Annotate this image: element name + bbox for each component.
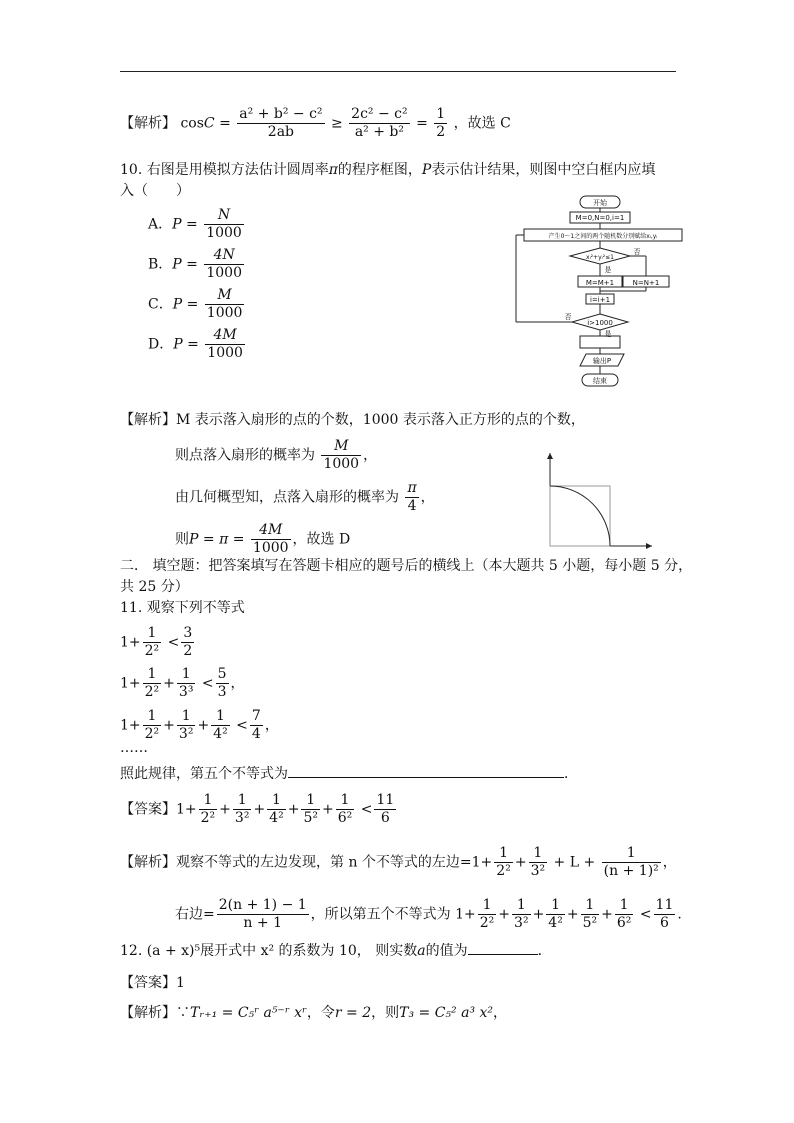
flow-loop-text: i>1000 bbox=[587, 319, 613, 327]
answer-label: 【答案】 bbox=[120, 801, 176, 818]
flow-blank-box bbox=[580, 336, 620, 348]
quarter-circle-figure bbox=[540, 450, 655, 550]
q10-option-b: B．P = $\frac{4N}{1000}$ bbox=[148, 247, 242, 281]
solution-label: 【解析】 bbox=[120, 115, 176, 132]
fraction: $\frac{1}{2}$ bbox=[436, 106, 446, 140]
q10-option-a: A．P = $\frac{N}{1000}$ bbox=[148, 207, 242, 241]
flowchart bbox=[510, 194, 690, 390]
q11-solution-line2: 右边= $\frac{2(n + 1) - 1}{n + 1}$ ，所以第五个不等式为 1+ $\frac{1}{\text{2²}}$ + $\frac{1}{\text{3²}}$ + $\frac{1}{\text{4²}}$ + $\frac{1}{\text{5²}}$ + $\frac{1}{\text{6²}}$ < $\frac{11}{6}$ . bbox=[175, 897, 682, 931]
q10-stem-line2: 入（ ） bbox=[120, 183, 190, 199]
solution-label: 【解析】 bbox=[120, 854, 176, 871]
q11-dots: …… bbox=[120, 740, 148, 756]
quarter-circle-arc bbox=[550, 486, 610, 546]
flow-no-text: 否 bbox=[633, 248, 641, 256]
q11-title: 11. 观察下列不等式 bbox=[120, 600, 245, 616]
solution-label: 【解析】 bbox=[120, 1005, 176, 1021]
q12-answer: 【答案】1 bbox=[120, 975, 185, 991]
flow-loop-yes-text: 是 bbox=[604, 330, 612, 338]
q11-ineq-2: 1+ $\frac{1}{\text{2²}}$ + $\frac{1}{\text{3³}}$ < $\frac{5}{3}$ ， bbox=[120, 666, 245, 700]
flow-cond-text: xᵢ²+yᵢ²≤1 bbox=[586, 254, 614, 261]
fraction: $\frac{\text{2c² − c²}}{\text{a² + b²}}$ bbox=[351, 106, 408, 140]
flow-n-text: N=N+1 bbox=[632, 279, 660, 287]
solution-label: 【解析】 bbox=[120, 412, 176, 428]
q11-ineq-3: 1+ $\frac{1}{\text{2²}}$ + $\frac{1}{\text{3²}}$ + $\frac{1}{\text{4²}}$ < $\frac{7}{4}$ ， bbox=[120, 708, 279, 742]
flow-end-text: 结束 bbox=[593, 377, 607, 385]
flow-m-text: M=M+1 bbox=[585, 279, 615, 287]
q11-solution-line1: 【解析】观察不等式的左边发现，第 n 个不等式的左边=1+ $\frac{1}{\text{2²}}$ + $\frac{1}{\text{3²}}$ + L + $\frac{1}{\text{(n + 1)²}}$ ， bbox=[120, 845, 677, 879]
q10-solution-line2: 则点落入扇形的概率为 $\frac{M}{1000}$ ， bbox=[175, 438, 378, 472]
flow-start-text: 开始 bbox=[593, 199, 607, 207]
flow-yes-text: 是 bbox=[604, 266, 612, 274]
section2-line1: 二． 填空题：把答案填写在答题卡相应的题号后的横线上（本大题共 5 小题，每小题 5 分， bbox=[120, 558, 693, 574]
section2-line2: 共 25 分） bbox=[120, 579, 189, 595]
q10-solution-line4: 则P = π = $\frac{4M}{1000}$ ，故选 D bbox=[175, 522, 351, 556]
flow-gen-text: 产生0～1之间的两个随机数分别赋给xᵢ,yᵢ bbox=[548, 233, 658, 240]
flow-loop-no-text: 否 bbox=[564, 313, 572, 321]
flow-init-text: M=0,N=0,i=1 bbox=[575, 214, 625, 222]
fraction: $\frac{\text{a² + b² − c²}}{2ab}$ bbox=[239, 106, 323, 140]
q12-stem: 12. (a + x)⁵展开式中 x² 的系数为 10， 则实数a的值为 ． bbox=[120, 943, 552, 959]
q12-answer-blank bbox=[468, 954, 538, 955]
q11-answer-blank bbox=[288, 777, 564, 778]
flow-i-text: i=i+1 bbox=[589, 296, 611, 304]
q10-option-c: C．P = $\frac{M}{1000}$ bbox=[148, 287, 243, 321]
q10-stem-line1: 10. 右图是用模拟方法估计圆周率π的程序框图，P表示估计结果，则图中空白框内应填 bbox=[120, 162, 656, 178]
q10-solution-line3: 由几何概型知，点落入扇形的概率为 $\frac{\pi}{4}$ ， bbox=[175, 480, 435, 514]
solution-cosC: 【解析】 cosC = $\frac{\text{a² + b² − c²}}{2ab}$ ≥ $\frac{\text{2c² − c²}}{\text{a² + b²}}$ = $\frac{1}{2}$ ，故选 C bbox=[120, 106, 511, 140]
q10-option-d: D．P = $\frac{4M}{1000}$ bbox=[148, 327, 243, 361]
q11-ineq-1: 1+ $\frac{1}{\text{2²}}$ < $\frac{3}{2}$ bbox=[120, 625, 193, 659]
q10-solution-line1: 【解析】M 表示落入扇形的点的个数，1000 表示落入正方形的点的个数， bbox=[120, 412, 585, 428]
q11-rule: 照此规律，第五个不等式为 ． bbox=[120, 766, 578, 782]
header-rule bbox=[120, 71, 676, 72]
unit-square bbox=[550, 486, 610, 546]
answer-label: 【答案】 bbox=[120, 975, 176, 991]
q11-answer: 【答案】1+ $\frac{1}{\text{2²}}$ + $\frac{1}{\text{3²}}$ + $\frac{1}{\text{4²}}$ + $\frac{1}{\text{5²}}$ + $\frac{1}{\text{6²}}$ < $\frac{11}{6}$ bbox=[120, 792, 395, 826]
flow-output-text: 输出P bbox=[592, 357, 612, 365]
q12-solution: 【解析】∵Tᵣ₊₁ = C₅ʳ a⁵⁻ʳ xʳ，令r = 2，则T₃ = C₅² a³ x²， bbox=[120, 1005, 508, 1021]
